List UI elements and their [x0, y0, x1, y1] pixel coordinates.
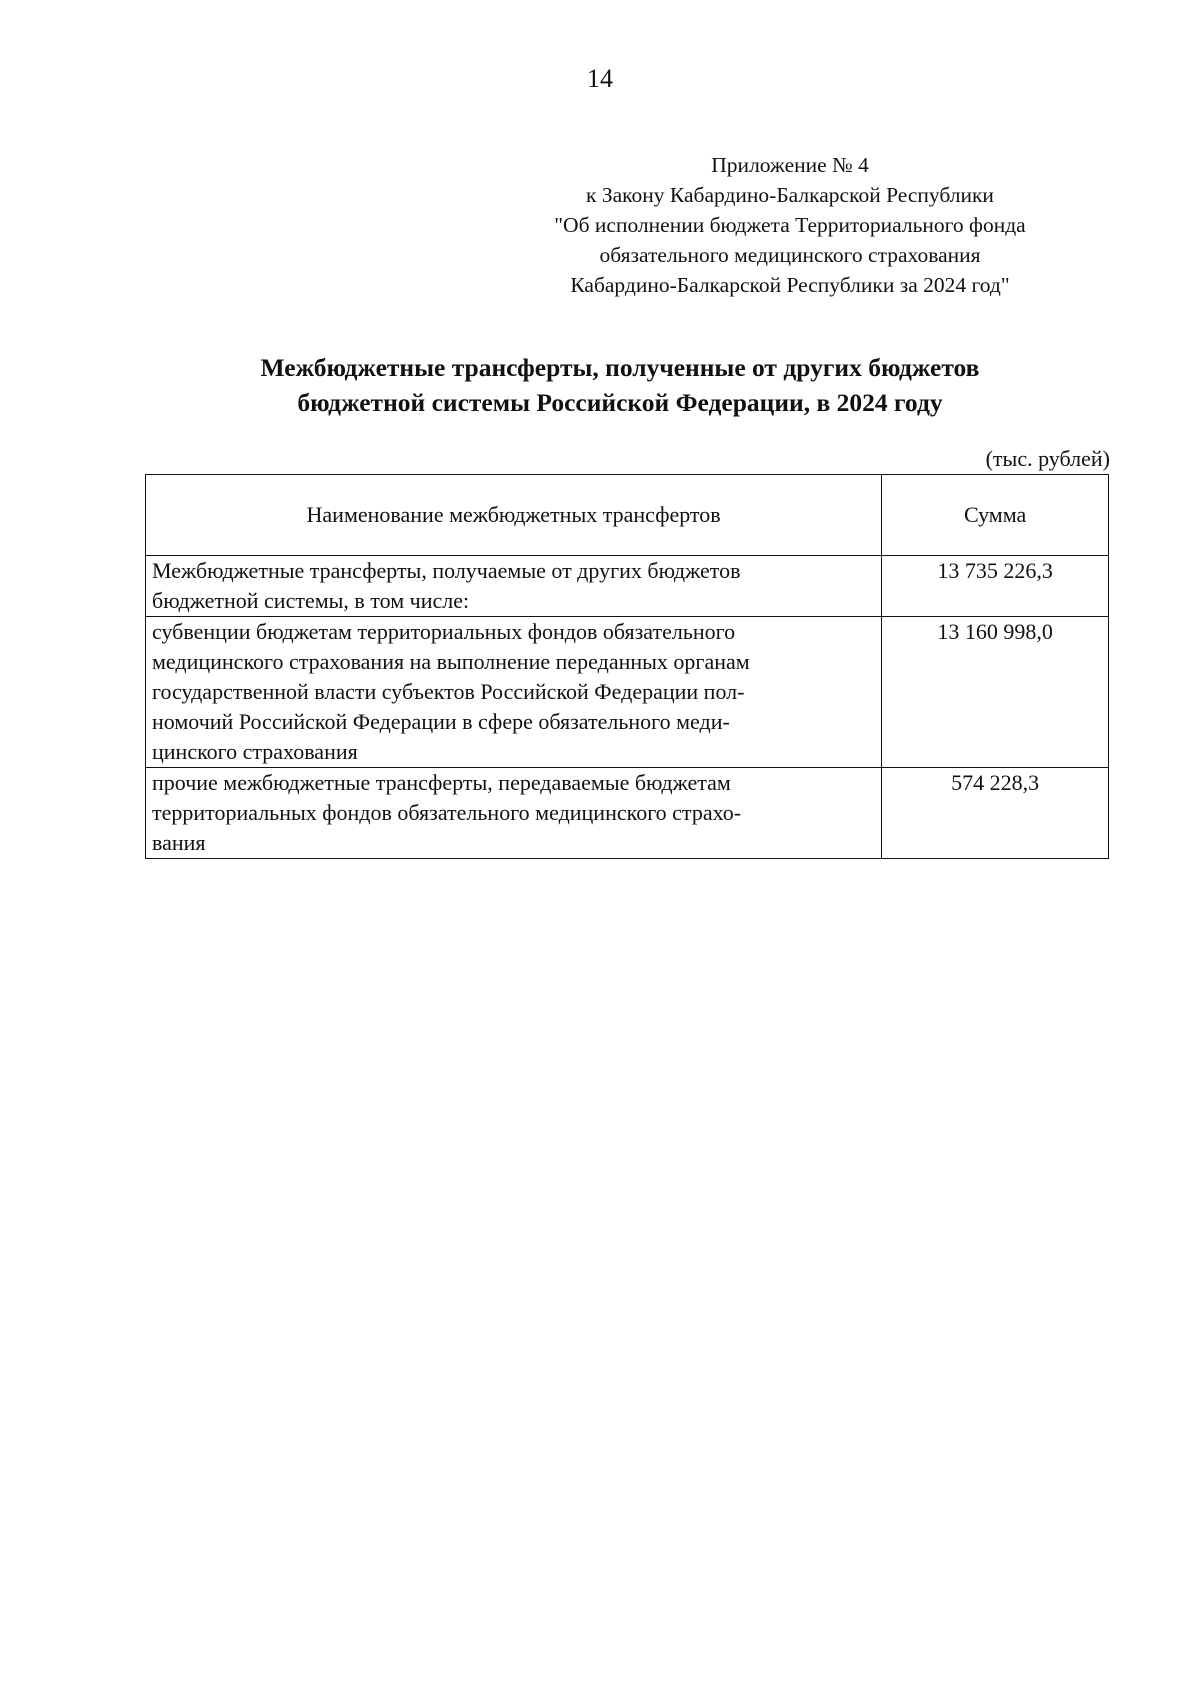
- row-name-line: медицинского страхования на выполнение переданных органам: [152, 649, 750, 674]
- row-name-line: вания: [152, 830, 206, 855]
- table-header-row: [146, 475, 1109, 556]
- row-name: [146, 768, 882, 859]
- appendix-reference: [520, 150, 1060, 300]
- title-line: бюджетной системы Российской Федерации, в 2024 году: [297, 388, 943, 417]
- appendix-line: "Об исполнении бюджета Территориального фонда: [554, 213, 1026, 237]
- row-amount: 13 735 226,3: [882, 556, 1109, 617]
- row-name-line: субвенции бюджетам территориальных фондов обязательного: [152, 619, 736, 644]
- header-amount: Сумма: [882, 475, 1109, 556]
- appendix-line: Кабардино-Балкарской Республики за 2024 год": [570, 273, 1010, 297]
- table-row: [146, 617, 1109, 768]
- row-name-line: территориальных фондов обязательного медицинского страхо-: [152, 800, 742, 825]
- header-name: Наименование межбюджетных трансфертов: [146, 475, 882, 556]
- row-name-line: Межбюджетные трансферты, получаемые от других бюджетов: [152, 558, 741, 583]
- row-name-line: государственной власти субъектов Российской Федерации пол-: [152, 679, 745, 704]
- appendix-line: к Закону Кабардино-Балкарской Республики: [586, 183, 994, 207]
- row-amount: 13 160 998,0: [882, 617, 1109, 768]
- table-row: [146, 556, 1109, 617]
- appendix-line: обязательного медицинского страхования: [599, 243, 981, 267]
- row-name-line: бюджетной системы, в том числе:: [152, 588, 470, 613]
- row-name: [146, 556, 882, 617]
- appendix-line: Приложение № 4: [711, 153, 869, 177]
- page-number: 14: [587, 64, 613, 93]
- units-label: (тыс. рублей): [985, 446, 1110, 471]
- title-line: Межбюджетные трансферты, полученные от других бюджетов: [260, 353, 980, 382]
- row-name-line: номочий Российской Федерации в сфере обязательного меди-: [152, 709, 730, 734]
- document-title: [0, 350, 1200, 420]
- transfers-table: [145, 474, 1109, 859]
- row-name: [146, 617, 882, 768]
- row-amount: 574 228,3: [882, 768, 1109, 859]
- row-name-line: цинского страхования: [152, 739, 358, 764]
- row-name-line: прочие межбюджетные трансферты, передаваемые бюджетам: [152, 770, 731, 795]
- table-row: [146, 768, 1109, 859]
